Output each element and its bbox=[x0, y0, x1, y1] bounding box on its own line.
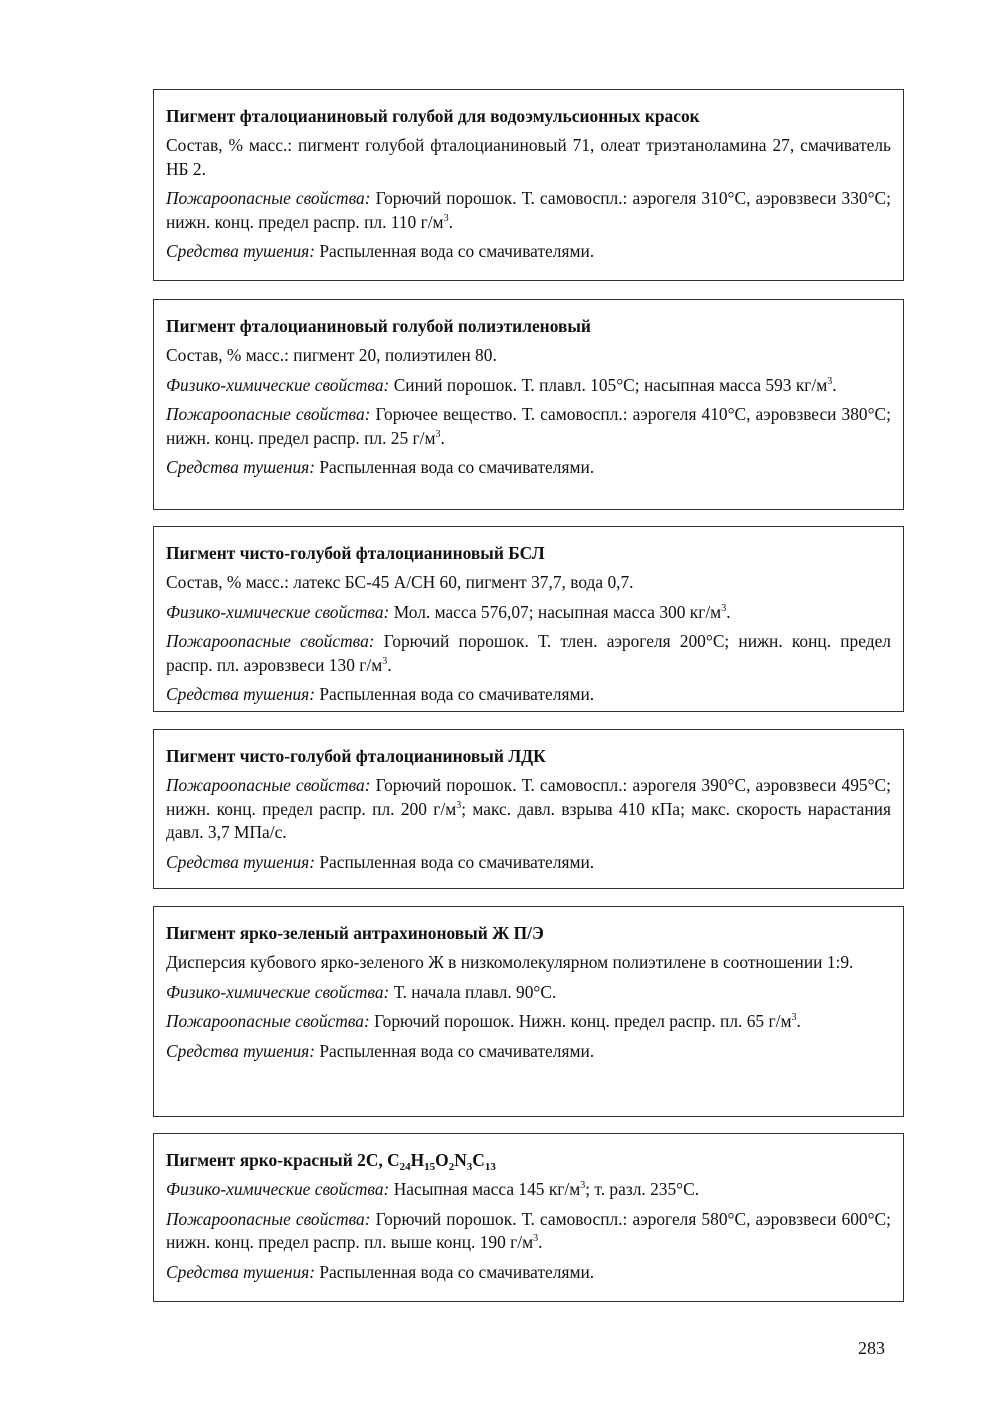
physchem-value: Т. начала плавл. 90°С. bbox=[389, 981, 557, 1002]
superscript: 3 bbox=[721, 602, 727, 614]
superscript: 3 bbox=[791, 1012, 797, 1023]
extinguishing-label: Средства тушения: bbox=[166, 241, 316, 261]
composition-text bbox=[166, 134, 891, 181]
fire-value-end: . bbox=[448, 211, 453, 232]
extinguishing-label: Средства тушения: bbox=[166, 851, 316, 872]
formula-subscript: 13 bbox=[484, 1161, 496, 1173]
formula-element: C bbox=[472, 1150, 485, 1170]
physchem-label: Физико-химические свойства: bbox=[166, 1179, 390, 1199]
extinguishing-label: Средства тушения: bbox=[166, 1040, 316, 1061]
composition-text bbox=[166, 571, 891, 595]
extinguishing-means bbox=[166, 683, 891, 707]
fire-label: Пожароопасные свойства: bbox=[166, 631, 375, 651]
fire-value-end: . bbox=[387, 654, 392, 675]
formula-subscript: 3 bbox=[466, 1161, 473, 1173]
chemical-formula bbox=[387, 1150, 496, 1173]
fire-properties bbox=[166, 403, 891, 450]
physchem-properties bbox=[166, 981, 891, 1005]
fire-value: Горючий порошок. Т. самовоспл.: аэрогеля 580°С, аэровзвеси 600°С; нижн. конц. предел распр. пл. выше конц. 190 г/м bbox=[166, 1208, 891, 1252]
entry-title: Пигмент фталоцианиновый голубой для водоэмульсионных красок bbox=[166, 106, 700, 126]
formula-element: C bbox=[387, 1150, 400, 1170]
formula-element: O bbox=[435, 1150, 449, 1170]
extinguishing-label: Средства тушения: bbox=[166, 684, 316, 704]
entry-title: Пигмент чисто-голубой фталоцианиновый БСЛ bbox=[166, 543, 545, 563]
extinguishing-means bbox=[166, 456, 891, 480]
fire-value-end: . bbox=[440, 427, 445, 448]
physchem-label: Физико-химические свойства: bbox=[166, 374, 390, 395]
superscript: 3 bbox=[435, 428, 441, 440]
fire-properties bbox=[166, 187, 891, 234]
entry-box bbox=[153, 1133, 904, 1302]
entry-box bbox=[153, 729, 904, 889]
fire-value-end: . bbox=[796, 1011, 801, 1031]
entry-box bbox=[153, 299, 904, 510]
fire-value: Горючий порошок. Т. тлен. аэрогеля 200°С; нижн. конц. предел распр. пл. аэровзвеси 130 г/м bbox=[166, 631, 891, 675]
entry-title: Пигмент фталоцианиновый голубой полиэтиленовый bbox=[166, 316, 591, 336]
fire-label: Пожароопасные свойства: bbox=[166, 775, 371, 795]
superscript: 3 bbox=[443, 212, 449, 224]
extinguishing-value: Распыленная вода со смачивателями. bbox=[315, 241, 595, 261]
fire-label: Пожароопасные свойства: bbox=[166, 1208, 371, 1229]
entry-title: Пигмент чисто-голубой фталоцианиновый ЛДК bbox=[166, 746, 546, 766]
entry-box bbox=[153, 89, 904, 281]
formula-element: H bbox=[410, 1150, 425, 1170]
description-value: Дисперсия кубового ярко-зеленого Ж в низкомолекулярном полиэтилене в соотношении 1:9. bbox=[166, 952, 854, 972]
composition-value: Состав, % масс.: латекс БС-45 А/СН 60, пигмент 37,7, вода 0,7. bbox=[166, 572, 634, 592]
fire-properties bbox=[166, 1208, 891, 1255]
formula-subscript: 2 bbox=[448, 1161, 455, 1173]
extinguishing-value: Распыленная вода со смачивателями. bbox=[315, 1261, 595, 1282]
physchem-properties bbox=[166, 1178, 891, 1202]
entry-title-main: Пигмент ярко-красный 2С, bbox=[166, 1150, 388, 1170]
extinguishing-value: Распыленная вода со смачивателями. bbox=[315, 457, 595, 477]
physchem-value: Мол. масса 576,07; насыпная масса 300 кг/м bbox=[389, 601, 722, 622]
fire-value: Горючее вещество. Т. самовоспл.: аэрогеля 410°С, аэровзвеси 380°С; нижн. конц. предел распр. пл. 25 г/м bbox=[166, 404, 891, 448]
fire-label: Пожароопасные свойства: bbox=[166, 188, 371, 208]
extinguishing-value: Распыленная вода со смачивателями. bbox=[315, 851, 595, 872]
entry-box bbox=[153, 906, 904, 1117]
physchem-label: Физико-химические свойства: bbox=[166, 981, 390, 1002]
entry-box bbox=[153, 526, 904, 712]
physchem-label: Физико-химические свойства: bbox=[166, 601, 390, 622]
physchem-properties bbox=[166, 601, 891, 625]
fire-value: Горючий порошок. Нижн. конц. предел распр. пл. 65 г/м bbox=[369, 1011, 792, 1031]
extinguishing-means bbox=[166, 240, 891, 264]
entry-title: Пигмент ярко-зеленый антрахиноновый Ж П/Э bbox=[166, 923, 544, 943]
extinguishing-means bbox=[166, 1261, 891, 1285]
description-text bbox=[166, 951, 891, 975]
entry-title bbox=[166, 1148, 891, 1172]
fire-label: Пожароопасные свойства: bbox=[166, 1011, 370, 1031]
fire-value-end: ; макс. давл. взрыва 410 кПа; макс. скорость нарастания давл. 3,7 МПа/с. bbox=[166, 798, 891, 842]
superscript: 3 bbox=[456, 799, 462, 811]
composition-value: Состав, % масс.: пигмент голубой фталоцианиновый 71, олеат триэтаноламина 27, смачиватель НБ 2. bbox=[166, 135, 891, 179]
fire-value-end: . bbox=[538, 1232, 543, 1252]
physchem-value-end: ; т. разл. 235°С. bbox=[585, 1179, 700, 1199]
formula-subscript: 15 bbox=[424, 1161, 436, 1173]
fire-properties bbox=[166, 1010, 891, 1034]
superscript: 3 bbox=[580, 1180, 586, 1191]
physchem-value: Насыпная масса 145 кг/м bbox=[389, 1179, 581, 1199]
fire-properties bbox=[166, 630, 891, 677]
fire-value: Горючий порошок. Т. самовоспл.: аэрогеля 310°С, аэровзвеси 330°С; нижн. конц. предел распр. пл. 110 г/м bbox=[166, 188, 891, 232]
fire-label: Пожароопасные свойства: bbox=[166, 404, 371, 424]
fire-value: Горючий порошок. Т. самовоспл.: аэрогеля 390°С, аэровзвеси 495°С; нижн. конц. предел распр. пл. 200 г/м bbox=[166, 775, 891, 819]
extinguishing-means bbox=[166, 1040, 891, 1064]
page-number: 283 bbox=[858, 1338, 885, 1358]
formula-element: N bbox=[454, 1150, 467, 1170]
superscript: 3 bbox=[382, 655, 388, 667]
physchem-properties bbox=[166, 374, 891, 398]
extinguishing-value: Распыленная вода со смачивателями. bbox=[315, 1040, 595, 1061]
physchem-value: Синий порошок. Т. плавл. 105°С; насыпная масса 593 кг/м bbox=[389, 374, 828, 395]
fire-properties bbox=[166, 774, 891, 845]
extinguishing-means bbox=[166, 851, 891, 875]
composition-text bbox=[166, 344, 891, 368]
extinguishing-label: Средства тушения: bbox=[166, 457, 316, 477]
extinguishing-label: Средства тушения: bbox=[166, 1261, 316, 1282]
physchem-value-end: . bbox=[726, 601, 731, 622]
superscript: 3 bbox=[827, 375, 833, 387]
superscript: 3 bbox=[533, 1233, 539, 1244]
formula-subscript: 24 bbox=[399, 1161, 411, 1173]
extinguishing-value: Распыленная вода со смачивателями. bbox=[315, 684, 595, 704]
physchem-value-end: . bbox=[832, 374, 837, 395]
composition-value: Состав, % масс.: пигмент 20, полиэтилен 80. bbox=[166, 345, 497, 365]
